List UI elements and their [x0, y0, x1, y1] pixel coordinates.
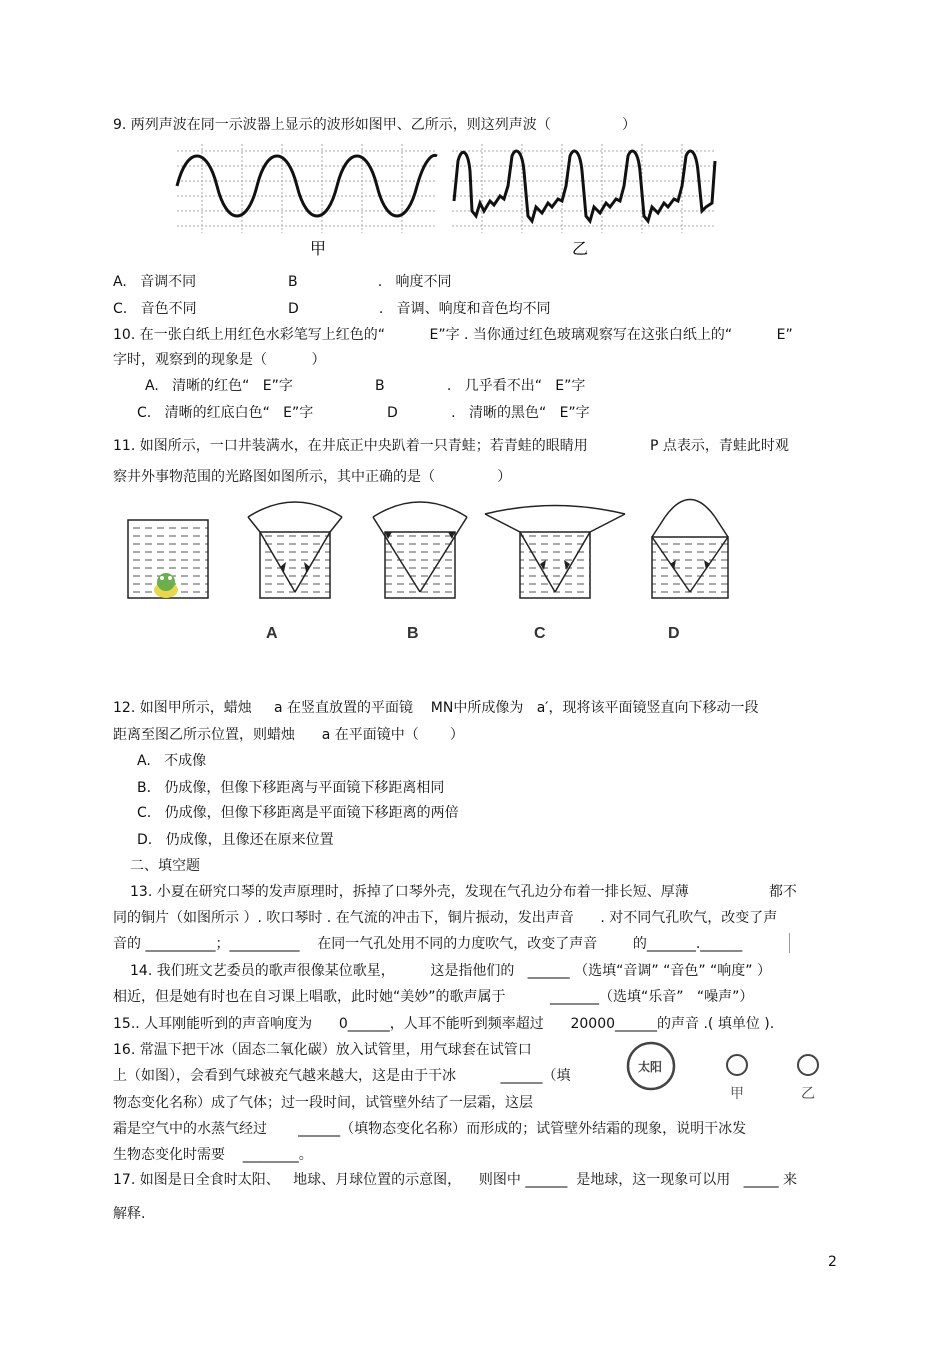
q12-line-2: 距离至图乙所示位置，则蜡烛 a 在平面镜中（ ）: [113, 727, 464, 743]
q9-option-b: B . 响度不同: [288, 274, 452, 290]
eclipse-figure: [626, 1038, 836, 1108]
q11-label-b: B: [407, 625, 419, 642]
q13-line-3: 音的 __________；__________ 在同一气孔处用不同的力度吹气，改变了声音 的_______.______: [113, 936, 743, 952]
circle-yi: [798, 1055, 818, 1075]
option-a-diagram: [248, 502, 342, 598]
oscilloscope-grid-jia: [177, 144, 437, 233]
q11-label-a: A: [266, 625, 278, 642]
q10-option-d: D . 清晰的黑色“ E”字: [387, 405, 590, 421]
q16-line-3: 物态变化名称）成了气体；过一段时间，试管壁外结了一层霜，这层: [113, 1095, 533, 1111]
q9-option-d: D . 音调、响度和音色均不同: [288, 301, 551, 317]
q14-line-1: 14. 我们班文艺委员的歌声很像某位歌星， 这是指他们的 ______ （选填“音调” “音色” “响度” ）: [130, 963, 771, 979]
q11-well-figures: [120, 492, 740, 652]
q12-option-a: A. 不成像: [137, 753, 207, 769]
jia-label: 甲: [730, 1085, 744, 1101]
q16-line-1: 16. 常温下把干冰（固态二氧化碳）放入试管里，用气球套在试管口: [113, 1042, 532, 1058]
q10-option-b: B . 几乎看不出“ E”字: [375, 378, 586, 394]
q11-line-2: 察井外事物范围的光路图如图所示，其中正确的是（ ）: [113, 469, 512, 485]
q16-line-4: 霜是空气中的水蒸气经过 ______（填物态变化名称）而形成的；试管壁外结霜的现象，说明干冰发: [113, 1121, 747, 1137]
q12-line-1: 12. 如图甲所示，蜡烛 a 在竖直放置的平面镜 MN中所成像为 a′，现将该平面镜竖直向下移动一段: [113, 700, 759, 716]
q10-line-2: 字时，观察到的现象是（ ）: [113, 352, 326, 368]
q16-line-5: 生物态变化时需要 ________。: [113, 1147, 313, 1163]
q9-stem: 9. 两列声波在同一示波器上显示的波形如图甲、乙所示，则这列声波（ ）: [113, 117, 637, 133]
q13-line-2: 同的铜片（如图所示 ）. 吹口琴时 . 在气流的冲击下，铜片振动，发出声音 . 对不同气孔吹气，改变了声: [113, 910, 778, 926]
margin-mark: [789, 933, 790, 953]
q17-line-1: 17. 如图是日全食时太阳、 地球、月球位置的示意图， 则图中 ______ 是地球，这一现象可以用 _____ 来: [113, 1172, 798, 1188]
sine-wave-jia: [177, 155, 437, 216]
q12-option-c: C. 仍成像，但像下移距离是平面镜下移距离的两倍: [137, 805, 459, 821]
q9-option-c: C. 音色不同: [113, 301, 197, 317]
label-yi: 乙: [572, 241, 589, 256]
q12-option-d: D. 仍成像，且像还在原来位置: [137, 832, 334, 848]
q16-line-2: 上（如图），会看到气球被充气越来越大，这是由于干冰 ______（填: [113, 1068, 571, 1084]
option-d-diagram: [652, 500, 728, 599]
q13-line-1: 13. 小夏在研究口琴的发声原理时，拆掉了口琴外壳，发现在气孔边分布着一排长短、厚薄 都不: [130, 884, 797, 900]
q11-label-c: C: [534, 625, 546, 642]
q14-line-2: 相近，但是她有时也在自习课上唱歌，此时她“美妙”的歌声属于 _______（选填“乐音” “噪声”）: [113, 989, 754, 1005]
sun-label: 太阳: [638, 1060, 663, 1074]
q15-line-1: 15.. 人耳刚能听到的声音响度为 0______，人耳不能听到频率超过 20000______的声音 .( 填单位 ).: [113, 1016, 775, 1032]
q11-line-1: 11. 如图所示，一口井装满水，在井底正中央趴着一只青蛙；若青蛙的眼睛用 P 点表示，青蛙此时观: [113, 438, 789, 454]
option-c-diagram: [485, 506, 625, 599]
yi-label: 乙: [801, 1085, 815, 1101]
page-number: 2: [828, 1254, 837, 1270]
option-b-diagram: [373, 502, 467, 598]
q17-line-2: 解释.: [113, 1206, 146, 1222]
q10-option-a: A. 清晰的红色“ E”字: [145, 378, 293, 394]
q9-option-a: A. 音调不同: [113, 274, 197, 290]
q9-waveform-figure: [172, 141, 717, 256]
q10-line-1: 10. 在一张白纸上用红色水彩笔写上红色的“ E”字 . 当你通过红色玻璃观察写在这张白纸上的“ E”: [113, 327, 793, 343]
q12-option-b: B. 仍成像，但像下移距离与平面镜下移距离相同: [137, 780, 445, 796]
circle-jia: [727, 1055, 747, 1075]
q11-label-d: D: [668, 625, 680, 642]
q10-option-c: C. 清晰的红底白色“ E”字: [137, 405, 314, 421]
label-jia: 甲: [310, 241, 327, 256]
well-with-frog: [128, 520, 208, 598]
section-fill-in-heading: 二、填空题: [130, 858, 200, 874]
